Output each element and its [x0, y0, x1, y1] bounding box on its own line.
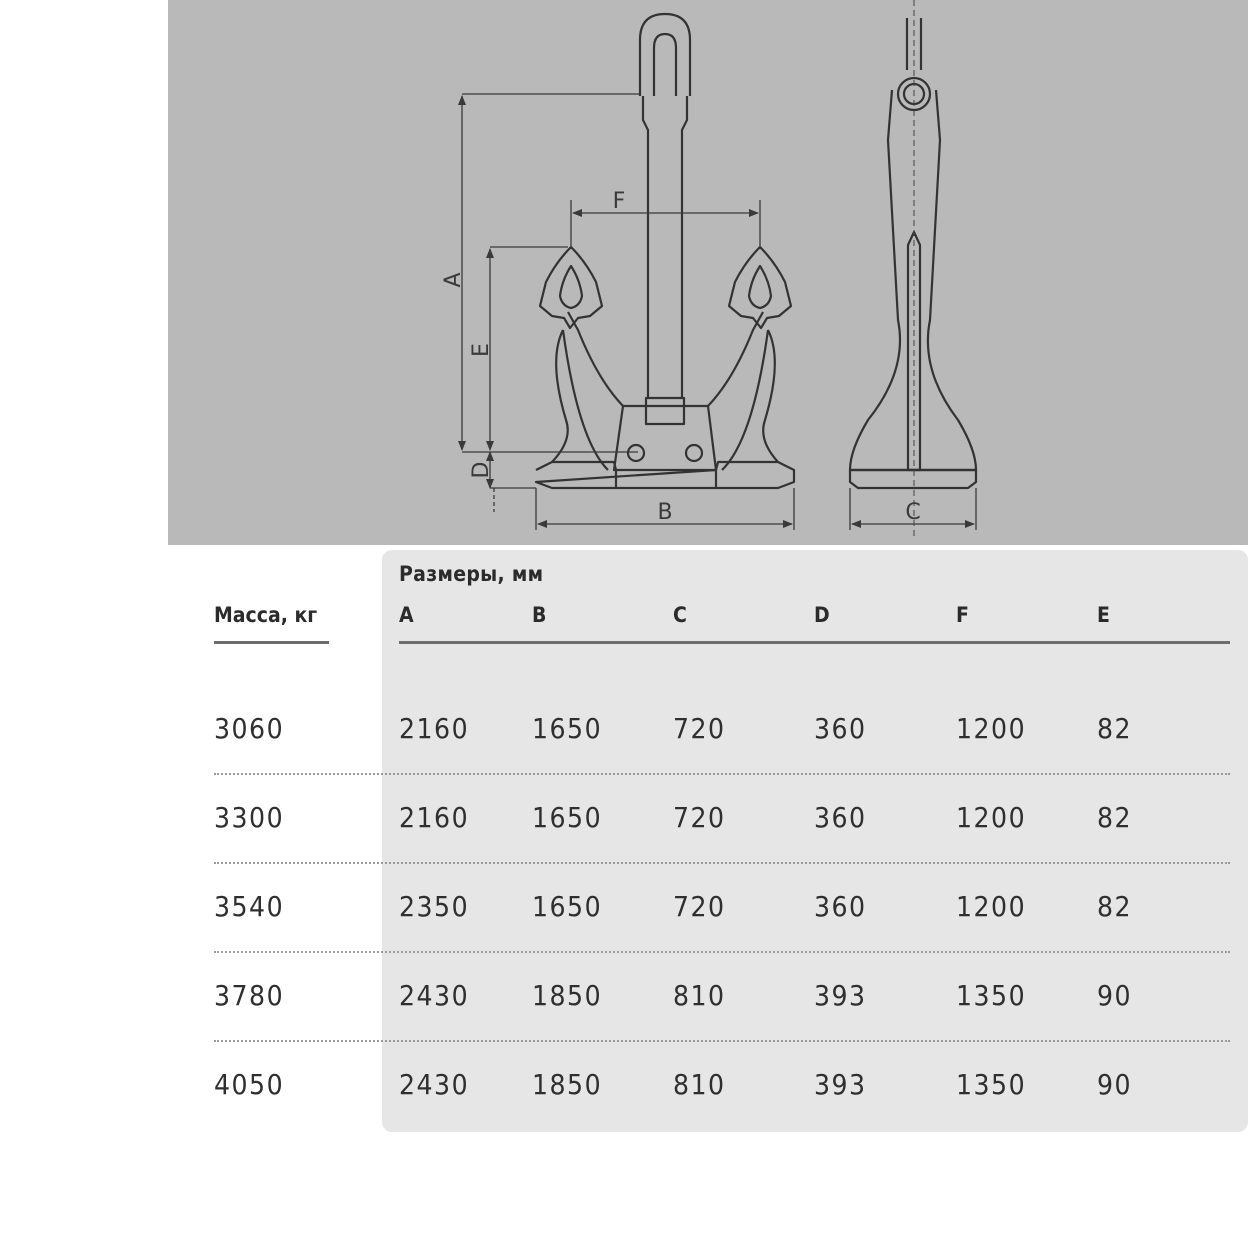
- anchor-drawing: [168, 0, 1248, 545]
- table-cell-c: 810: [673, 979, 726, 1012]
- side-view-base: [850, 470, 976, 488]
- table-cell-e: 82: [1097, 801, 1133, 834]
- table-cell-e: 82: [1097, 890, 1133, 923]
- table-cell-d: 360: [814, 712, 867, 745]
- table-cell-d: 393: [814, 1068, 867, 1101]
- table-cell-c: 720: [673, 890, 726, 923]
- table-cell-b: 1850: [532, 1068, 603, 1101]
- anchor-shank: [643, 96, 687, 398]
- dim-label-a: A: [441, 272, 466, 288]
- mass-column-header: Масса, кг: [214, 603, 318, 627]
- row-separator: [214, 951, 1230, 953]
- anchor-left-arm: [552, 312, 623, 470]
- dim-label-b: B: [657, 500, 673, 525]
- table-cell-b: 1650: [532, 801, 603, 834]
- row-separator: [214, 862, 1230, 864]
- table-cell-mass: 3300: [214, 801, 285, 834]
- dim-label-c: C: [905, 500, 921, 525]
- row-separator: [214, 773, 1230, 775]
- dimensions-background: [382, 550, 1248, 1132]
- anchor-right-arm: [708, 312, 778, 470]
- table-cell-f: 1200: [956, 890, 1027, 923]
- anchor-drawing-panel: [168, 0, 1248, 545]
- table-cell-mass: 3540: [214, 890, 285, 923]
- table-cell-c: 720: [673, 712, 726, 745]
- column-header-a: A: [399, 603, 414, 627]
- dim-label-f: F: [612, 189, 626, 214]
- column-header-e: E: [1097, 603, 1110, 627]
- table-cell-d: 360: [814, 801, 867, 834]
- table-cell-a: 2160: [399, 712, 470, 745]
- row-separator: [214, 1040, 1230, 1042]
- anchor-base-plate: [536, 462, 794, 488]
- table-cell-b: 1850: [532, 979, 603, 1012]
- column-header-f: F: [956, 603, 969, 627]
- table-cell-d: 360: [814, 890, 867, 923]
- dimensions-group-title: Размеры, мм: [399, 562, 544, 586]
- anchor-shackle: [640, 14, 690, 96]
- table-cell-a: 2160: [399, 801, 470, 834]
- column-header-b: B: [532, 603, 547, 627]
- side-view-body: [850, 90, 976, 470]
- table-cell-e: 90: [1097, 979, 1133, 1012]
- table-cell-mass: 3780: [214, 979, 285, 1012]
- anchor-shank-socket: [646, 398, 684, 424]
- dim-label-d: D: [469, 461, 494, 479]
- table-cell-b: 1650: [532, 890, 603, 923]
- mass-header-rule: [214, 641, 329, 644]
- table-cell-a: 2350: [399, 890, 470, 923]
- table-cell-f: 1350: [956, 979, 1027, 1012]
- table-cell-mass: 3060: [214, 712, 285, 745]
- column-header-c: C: [673, 603, 687, 627]
- table-cell-f: 1200: [956, 801, 1027, 834]
- table-cell-d: 393: [814, 979, 867, 1012]
- table-cell-c: 720: [673, 801, 726, 834]
- anchor-crown: [614, 406, 716, 470]
- table-cell-e: 82: [1097, 712, 1133, 745]
- table-cell-a: 2430: [399, 979, 470, 1012]
- table-cell-f: 1200: [956, 712, 1027, 745]
- table-cell-f: 1350: [956, 1068, 1027, 1101]
- table-cell-a: 2430: [399, 1068, 470, 1101]
- column-header-d: D: [814, 603, 830, 627]
- table-cell-b: 1650: [532, 712, 603, 745]
- table-cell-c: 810: [673, 1068, 726, 1101]
- table-cell-e: 90: [1097, 1068, 1133, 1101]
- dimensions-header-rule: [399, 641, 1230, 644]
- dim-label-e: E: [469, 343, 494, 357]
- table-cell-mass: 4050: [214, 1068, 285, 1101]
